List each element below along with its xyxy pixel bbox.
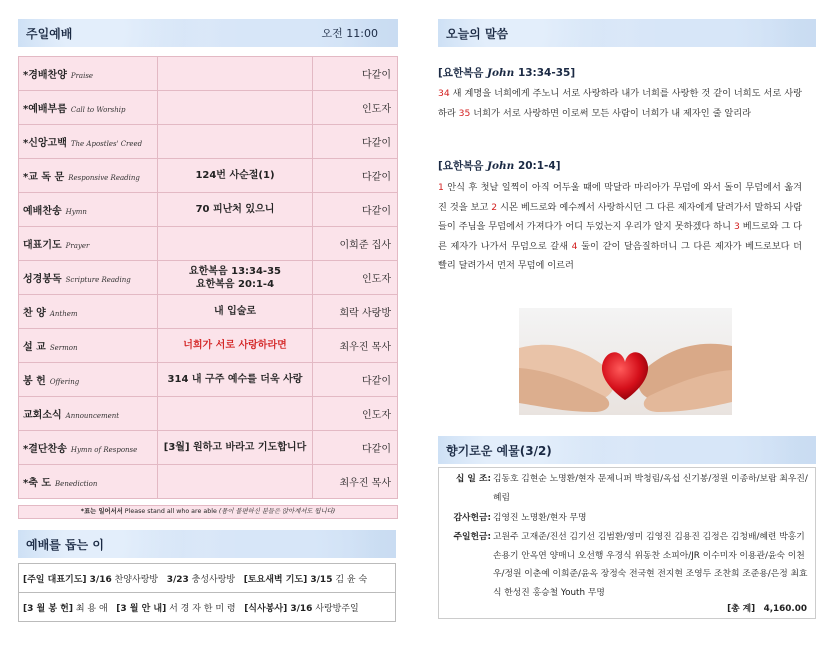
order-content-text: 요한복음 20:1-4 bbox=[195, 278, 275, 290]
order-item-en: Scripture Reading bbox=[65, 276, 131, 284]
order-item bbox=[19, 227, 158, 261]
order-item-en: Hymn bbox=[65, 208, 87, 216]
order-content-text: [3월] 원하고 바라고 기도합니다 bbox=[163, 442, 307, 453]
order-item bbox=[19, 295, 158, 329]
order-content bbox=[158, 227, 313, 261]
ref-chapter: 13:34-35] bbox=[517, 67, 576, 79]
helper-value: 김 윤 숙 bbox=[335, 574, 368, 585]
helper-value: 최 용 애 bbox=[75, 603, 108, 614]
note-paren: (몸이 불편하신 분들은 앉아계셔도 됩니다) bbox=[218, 508, 336, 515]
order-leader: 다같이 bbox=[313, 193, 398, 227]
offering-total bbox=[727, 601, 807, 614]
hands-heart-image bbox=[519, 308, 732, 415]
order-item-name: *예배부름 bbox=[23, 104, 67, 115]
offering-label: 주일헌금: bbox=[453, 532, 491, 542]
order-item-en: Responsive Reading bbox=[68, 174, 140, 182]
order-item-name: 대표기도 bbox=[23, 240, 62, 251]
order-item-name: 성경봉독 bbox=[23, 274, 62, 285]
helper-label: [식사봉사] 3/16 bbox=[244, 603, 313, 614]
order-item-name: 교회소식 bbox=[23, 410, 62, 421]
order-row bbox=[19, 227, 398, 261]
verse-text: 시몬 베드로와 예수께서 사랑하시던 그 다른 제자에게 달려가서 말하되 사람들이 주님을 무덤에서 가져다가 어디 두었는지 우리가 알지 못하겠다 하니 bbox=[438, 201, 802, 233]
order-item-name: *경배찬양 bbox=[23, 70, 67, 81]
order-content bbox=[158, 465, 313, 499]
order-content bbox=[158, 363, 313, 397]
verse-text: 안식 후 첫날 일찍이 아직 어두울 때에 막달라 마리아가 무덤에 와서 돌이 무덤에서 옮겨진 것을 보고 bbox=[438, 182, 802, 213]
offering-names: 김동호 김현순 노명환/현자 문제니퍼 박청림/옥섭 신기봉/정원 이종하/보람 최우진/혜림 bbox=[493, 474, 808, 503]
verse-text: 베드로와 그 다른 제자가 나가서 무덤으로 갈새 bbox=[438, 221, 802, 252]
ref-book: [요한복음 bbox=[438, 160, 484, 172]
order-row bbox=[19, 295, 398, 329]
ref-book-en: John bbox=[487, 160, 515, 172]
order-item-name: *결단찬송 bbox=[23, 444, 67, 455]
order-item-en: Anthem bbox=[49, 310, 78, 318]
worship-title: 주일예배 bbox=[26, 26, 73, 41]
verse-number: 35 bbox=[458, 107, 471, 119]
order-item-en: The Apostles' Creed bbox=[70, 140, 143, 148]
order-leader: 다같이 bbox=[313, 159, 398, 193]
order-item-en: Announcement bbox=[65, 412, 120, 420]
order-leader: 인도자 bbox=[313, 261, 398, 295]
order-item bbox=[19, 465, 158, 499]
order-leader: 인도자 bbox=[313, 397, 398, 431]
order-item-en: Offering bbox=[49, 378, 80, 386]
worship-banner bbox=[18, 19, 398, 47]
order-row bbox=[19, 91, 398, 125]
order-item-name: 봉 헌 bbox=[23, 376, 46, 387]
helper-value: 찬양사랑방 bbox=[114, 574, 159, 585]
order-content bbox=[158, 295, 313, 329]
order-content-text: 70 피난처 있으니 bbox=[195, 204, 275, 215]
order-leader: 다같이 bbox=[313, 125, 398, 159]
order-item bbox=[19, 431, 158, 465]
order-leader: 다같이 bbox=[313, 363, 398, 397]
helpers-row bbox=[19, 593, 396, 622]
order-item-en: Call to Worship bbox=[70, 106, 126, 114]
verse-number: 3 bbox=[733, 221, 740, 233]
helper-label: [3 월 안 내] bbox=[116, 603, 167, 614]
word-title: 오늘의 말씀 bbox=[446, 26, 509, 41]
ref-book-en: John bbox=[487, 67, 515, 79]
verse-number: 1 bbox=[438, 182, 444, 193]
order-row bbox=[19, 125, 398, 159]
helper-value: 충성사랑방 bbox=[191, 574, 236, 585]
worship-order-table bbox=[18, 56, 398, 499]
order-item bbox=[19, 159, 158, 193]
order-row bbox=[19, 329, 398, 363]
order-item-name: *신앙고백 bbox=[23, 138, 67, 149]
order-row bbox=[19, 193, 398, 227]
helper-label: 3/23 bbox=[166, 574, 189, 585]
order-row bbox=[19, 261, 398, 295]
order-content-text: 요한복음 13:34-35 bbox=[188, 265, 282, 277]
order-content bbox=[158, 431, 313, 465]
order-leader: 인도자 bbox=[313, 91, 398, 125]
order-item-en: Sermon bbox=[49, 344, 78, 352]
helper-label: [3 월 봉 헌] bbox=[23, 603, 73, 614]
stand-note bbox=[18, 505, 398, 519]
order-row bbox=[19, 57, 398, 91]
verse-text: 둘이 같이 달음질하더니 그 다른 제자가 베드로보다 더 빨리 달려가서 먼저 무덤에 이르러 bbox=[438, 240, 802, 272]
order-content bbox=[158, 329, 313, 363]
helpers-cell bbox=[19, 564, 396, 593]
offering-label: 감사헌금: bbox=[453, 513, 491, 523]
order-item-en: Benediction bbox=[55, 480, 98, 488]
offering-title: 향기로운 예물(3/2) bbox=[446, 443, 552, 458]
order-item bbox=[19, 193, 158, 227]
order-item-en: Hymn of Response bbox=[70, 446, 138, 454]
order-content bbox=[158, 159, 313, 193]
helpers-table bbox=[18, 563, 396, 622]
order-item-name: 설 교 bbox=[23, 342, 46, 353]
helper-label: [주일 대표기도] 3/16 bbox=[23, 574, 112, 585]
order-leader: 이희준 집사 bbox=[313, 227, 398, 261]
verse-number: 34 bbox=[438, 88, 450, 99]
offering-names: 김영진 노명환/현자 무명 bbox=[493, 513, 587, 523]
helpers-row bbox=[19, 564, 396, 593]
offering-names: 고원주 고재준/진선 김기선 김범환/영미 김영진 김용진 김정은 김청배/혜련 박홍기 손용기 안옥연 양매니 오선행 우경식 위동찬 소피아/JR 이수미자 이용관/윤숙 이천우/정원 이춘예 이희준/윤옥 장정숙 전국현 전지현 조영두 조찬희 조준용/은정 최효식 한성진 홍승철 Youth 무명 bbox=[493, 532, 808, 598]
offering-label: 십 일 조: bbox=[455, 474, 491, 484]
verse-number: 4 bbox=[571, 240, 578, 252]
order-row bbox=[19, 363, 398, 397]
offering-banner bbox=[438, 436, 816, 464]
order-item bbox=[19, 329, 158, 363]
order-item-name: 찬 양 bbox=[23, 308, 46, 319]
order-content-text: 314 내 구주 예수를 더욱 사랑 bbox=[167, 374, 303, 385]
order-item-name: *축 도 bbox=[23, 478, 52, 489]
scripture-text-1 bbox=[438, 84, 802, 123]
note-ko: *표는 일어서서 bbox=[80, 508, 123, 515]
order-item-en: Praise bbox=[70, 72, 94, 80]
scripture-ref-1 bbox=[438, 65, 575, 80]
order-content bbox=[158, 125, 313, 159]
order-content-text: 너희가 서로 사랑하라면 bbox=[183, 340, 287, 351]
order-row bbox=[19, 465, 398, 499]
verse-number: 2 bbox=[491, 201, 498, 213]
order-item bbox=[19, 57, 158, 91]
scripture-ref-2 bbox=[438, 158, 561, 173]
order-content-text: 124번 사순절(1) bbox=[195, 170, 275, 181]
order-row bbox=[19, 397, 398, 431]
helpers-cell bbox=[19, 593, 396, 622]
order-leader: 희락 사랑방 bbox=[313, 295, 398, 329]
verse-text: 너희가 서로 사랑하면 이로써 모든 사람이 너희가 내 제자인 줄 알리라 bbox=[470, 107, 752, 119]
order-leader: 다같이 bbox=[313, 57, 398, 91]
order-item bbox=[19, 261, 158, 295]
helper-value: 사랑방주일 bbox=[315, 603, 359, 614]
order-item-en: Prayer bbox=[65, 242, 90, 250]
order-content bbox=[158, 261, 313, 295]
order-item-name: *교 독 문 bbox=[23, 172, 65, 183]
helper-label: [토요새벽 기도] 3/15 bbox=[243, 574, 333, 585]
ref-chapter: 20:1-4] bbox=[517, 160, 561, 172]
order-item bbox=[19, 91, 158, 125]
scripture-text-2 bbox=[438, 178, 802, 276]
word-banner bbox=[438, 19, 816, 47]
total-label: [총 계] bbox=[727, 604, 756, 614]
order-leader: 최우진 목사 bbox=[313, 329, 398, 363]
helpers-title: 예배를 돕는 이 bbox=[26, 537, 104, 552]
helpers-banner bbox=[18, 530, 396, 558]
verse-text: 새 계명을 너희에게 주노니 서로 사랑하라 내가 너희를 사랑한 것 같이 너희도 서로 사랑하라 bbox=[438, 88, 802, 119]
helper-value: 서 경 자 한 미 령 bbox=[169, 603, 236, 614]
heart-hands-illustration bbox=[519, 308, 732, 415]
order-row bbox=[19, 159, 398, 193]
order-content bbox=[158, 397, 313, 431]
order-row bbox=[19, 431, 398, 465]
order-content bbox=[158, 193, 313, 227]
order-leader: 최우진 목사 bbox=[313, 465, 398, 499]
note-en: Please stand all who are able bbox=[124, 508, 217, 515]
order-item bbox=[19, 363, 158, 397]
order-leader: 다같이 bbox=[313, 431, 398, 465]
order-item bbox=[19, 397, 158, 431]
order-content bbox=[158, 57, 313, 91]
ref-book: [요한복음 bbox=[438, 67, 484, 79]
offering-box bbox=[438, 467, 816, 619]
order-content bbox=[158, 91, 313, 125]
order-content-text: 내 입술로 bbox=[213, 306, 257, 317]
total-value: 4,160.00 bbox=[763, 604, 807, 614]
order-item-name: 예배찬송 bbox=[23, 206, 62, 217]
worship-time: 오전 11:00 bbox=[321, 27, 378, 40]
order-item bbox=[19, 125, 158, 159]
